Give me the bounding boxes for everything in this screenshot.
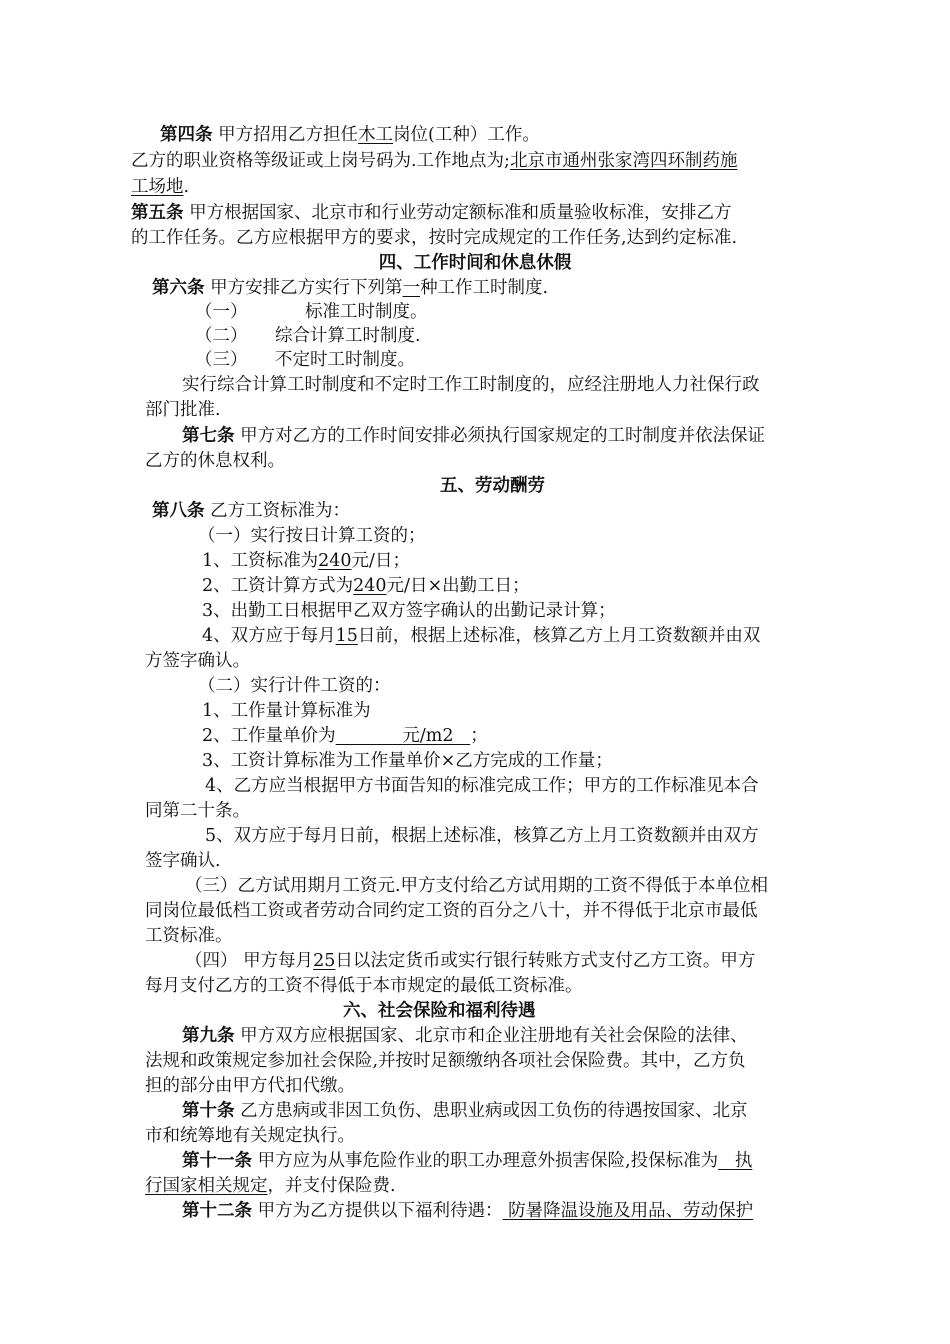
article-9-heading: 第九条 [182,1026,235,1046]
piece-wage-item-1: 1、工作量计算标准为 [202,701,371,721]
article-12-heading: 第十二条 [182,1201,252,1221]
probation-wage-line-1: （三）乙方试用期月工资元.甲方支付给乙方试用期的工资不得低于本单位相 [185,876,769,896]
unit-price-field: 元/m2 [402,726,454,746]
option-3-number: （三） [195,350,248,370]
piece-wage-item-4-cont: 同第二十条。 [145,801,250,821]
daily-wage-item-2: 2、工资计算方式为240元/日×出勤工日； [202,576,530,596]
piece-wage-item-5: 5、双方应于每月日前，根据上述标准，核算乙方上月工资数额并由双方 [205,826,759,846]
piece-wage-item-4: 4、乙方应当根据甲方书面告知的标准完成工作；甲方的工作标准见本合 [205,776,759,796]
option-2-number: （二） [195,326,248,346]
daily-rate-field: 240 [318,551,352,571]
article-8-line-1: 第八条 乙方工资标准为： [152,501,351,521]
payment-line-1: （四） 甲方每月25日以法定货币或实行银行转账方式支付乙方工资。甲方 [185,951,756,971]
article-6-heading: 第六条 [152,278,205,298]
article-5-heading: 第五条 [131,203,184,223]
daily-wage-item-1: 1、工资标准为240元/日； [202,551,410,571]
section-5-title: 五、劳动酬劳 [440,476,545,496]
article-9-line-1: 第九条 甲方双方应根据国家、北京市和企业注册地有关社会保险的法律、 [182,1026,748,1046]
article-8-heading: 第八条 [152,501,205,521]
article-11-line-2: 行国家相关规定，并支付保险费. [145,1176,396,1196]
article-5-line-1: 第五条 甲方根据国家、北京市和行业劳动定额标准和质量验收标准，安排乙方 [131,203,732,223]
pay-day-field: 15 [335,626,358,646]
piece-wage-item-5-cont: 签字确认. [145,851,221,871]
article-12-line-1: 第十二条 甲方为乙方提供以下福利待遇： 防暑降温设施及用品、劳动保护 [182,1201,754,1221]
piece-wage-title: （二）实行计件工资的： [198,676,391,696]
section-6-title: 六、社会保险和福利待遇 [343,1001,536,1021]
article-10-line-2: 市和统筹地有关规定执行。 [145,1126,355,1146]
workplace-field-cont: 工场地 [131,177,184,197]
option-1-number: （一） [195,302,248,322]
section-4-title: 四、工作时间和休息休假 [378,253,572,273]
article-6-note-2: 部门批准. [145,400,221,420]
article-7-line-2: 乙方的休息权利。 [145,451,285,471]
option-2-text: 综合计算工时制度. [275,326,421,346]
article-6-note-1: 实行综合计算工时制度和不定时工作工时制度的，应经注册地人力社保行政 [182,375,760,395]
piece-wage-item-2: 2、工作量单价为 元/m2 ； [202,726,488,746]
article-4-line-3: 工场地. [131,177,190,197]
option-1-text: 标准工时制度。 [305,302,428,322]
daily-wage-item-4-cont: 方签字确认。 [145,651,250,671]
insurance-standard-field: 执 [734,1151,753,1171]
article-10-heading: 第十条 [182,1101,235,1121]
piece-wage-item-3: 3、工资计算标准为工作量单价×乙方完成的工作量； [202,751,613,771]
article-11-heading: 第十一条 [182,1151,252,1171]
article-4-heading: 第四条 [160,125,213,145]
insurance-standard-field-cont: 行国家相关规定 [145,1176,268,1196]
payment-line-2: 每月支付乙方的工资不得低于本市规定的最低工资标准。 [145,976,583,996]
article-4-line-2: 乙方的职业资格等级证或上岗号码为.工作地点为;北京市通州张家湾四环制药施 [131,151,738,171]
article-6-line-1: 第六条 甲方安排乙方实行下列第一种工作工时制度. [152,278,549,298]
article-9-line-2: 法规和政策规定参加社会保险,并按时足额缴纳各项社会保险费。其中，乙方负 [145,1051,746,1071]
probation-wage-line-3: 工资标准。 [145,926,233,946]
benefits-field: 防暑降温设施及用品、劳动保护 [508,1201,754,1221]
article-5-line-2: 的工作任务。乙方应根据甲方的要求，按时完成规定的工作任务,达到约定标准. [131,228,738,248]
daily-wage-item-3: 3、出勤工日根据甲乙双方签字确认的出勤记录计算； [202,601,616,621]
article-10-line-1: 第十条 乙方患病或非因工负伤、患职业病或因工负伤的待遇按国家、北京 [182,1101,748,1121]
option-3-text: 不定时工时制度。 [275,350,415,370]
work-hour-choice: 一 [402,278,421,298]
article-9-line-3: 担的部分由甲方代扣代缴。 [145,1076,355,1096]
job-title-field: 木工 [358,125,394,145]
article-11-line-1: 第十一条 甲方应为从事危险作业的职工办理意外损害保险,投保标准为 执 [182,1151,753,1171]
payment-day-field: 25 [313,951,336,971]
daily-rate-field-2: 240 [353,576,387,596]
article-7-heading: 第七条 [182,426,235,446]
daily-wage-title: （一）实行按日计算工资的； [198,526,426,546]
probation-wage-line-2: 同岗位最低档工资或者劳动合同约定工资的百分之八十，并不得低于北京市最低 [145,901,758,921]
article-4-line-1: 第四条 甲方招用乙方担任木工岗位(工种）工作。 [160,125,540,145]
daily-wage-item-4: 4、双方应于每月15日前，根据上述标准，核算乙方上月工资数额并由双 [202,626,761,646]
workplace-field: 北京市通州张家湾四环制药施 [509,151,738,171]
article-7-line-1: 第七条 甲方对乙方的工作时间安排必须执行国家规定的工时制度并依法保证 [182,426,766,446]
